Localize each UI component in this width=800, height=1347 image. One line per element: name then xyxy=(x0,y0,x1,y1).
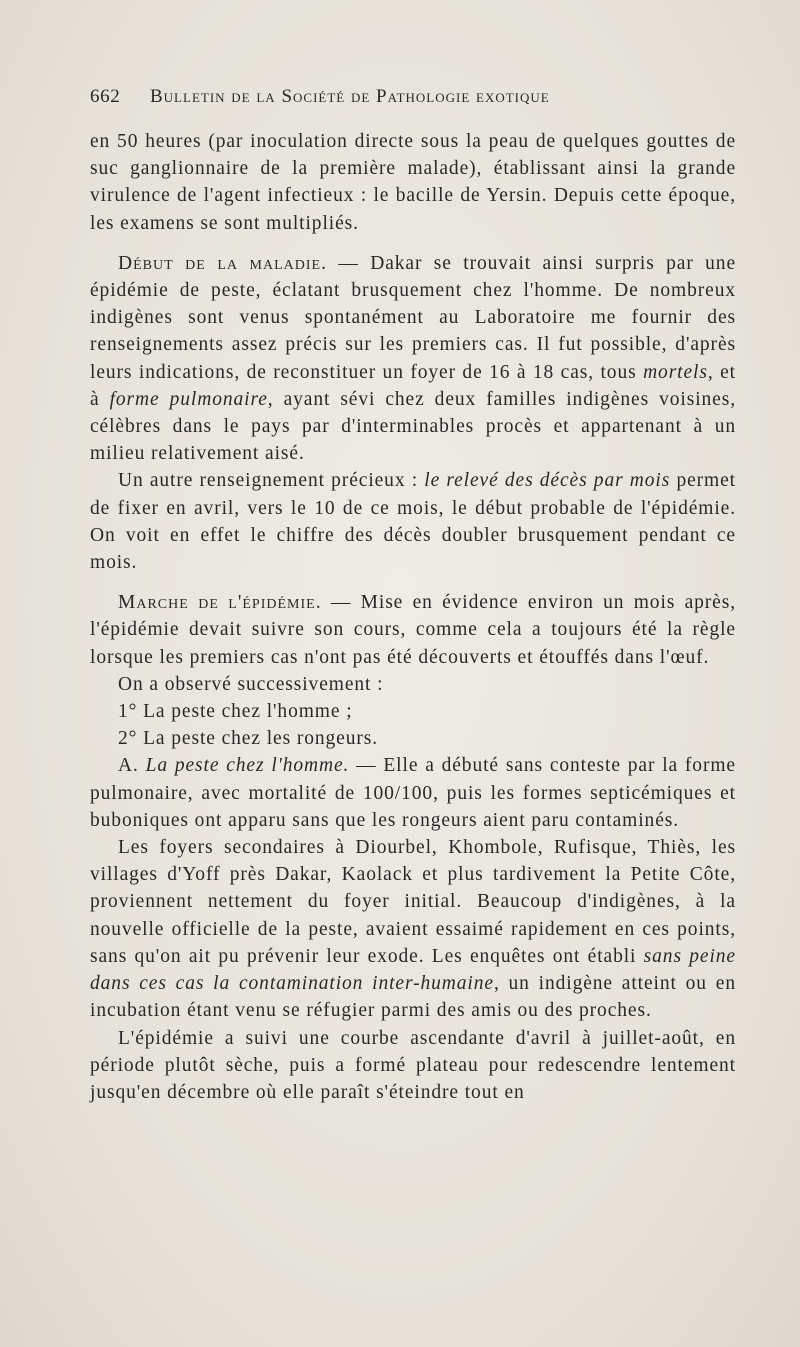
section-heading-marche: Marche de l'épidémie. xyxy=(118,592,322,614)
paragraph-debut-maladie: Début de la maladie. — Dakar se trouvait ainsi surpris par une épidémie de peste, éclatant brusquement chez l'homme. De nombreux indigènes sont venus spontanément au Laboratoire me fournir des renseignements assez précis sur les premiers cas. Il fut possible, d'après leurs indications, de reconstituer un foyer de 16 à 18 cas, tous mortels, et à forme pulmonaire, ayant sévi chez deux familles indigènes voisines, célèbres dans le pays par d'interminables procès et appartenant à un milieu relativement aisé. xyxy=(90,252,736,465)
journal-title: Bulletin de la Société de Pathologie exotique xyxy=(150,86,550,107)
paragraph-renseignement: Un autre renseignement précieux : le relevé des décès par mois permet de fixer en avril, vers le 10 de ce mois, le début probable de l'épidémie. On voit en effet le chiffre des décès doubler brusquement pendant ce mois. xyxy=(90,470,736,574)
section-heading-debut: Début de la maladie. xyxy=(118,252,327,274)
running-header xyxy=(90,86,730,108)
paragraph-foyers-secondaires: Les foyers secondaires à Diourbel, Khombole, Rufisque, Thiès, les villages d'Yoff près Dakar, Kaolack et plus tardivement la Petite Côte, proviennent nettement du foyer initial. Beaucoup d'indigènes, à la nouvelle officielle de la peste, avaient essaimé rapidement en ces points, sans qu'on ait pu prévenir leur exode. Les enquêtes ont établi sans peine dans ces cas la contamination inter-humaine, un indigène atteint ou en incubation étant venu se réfugier parmi des amis ou des proches. xyxy=(90,837,736,1022)
page-number: 662 xyxy=(90,86,121,107)
numbered-list xyxy=(90,698,736,752)
body-text xyxy=(90,128,736,1106)
paragraph-observe: On a observé successivement : xyxy=(118,673,384,695)
paragraph-courbe: L'épidémie a suivi une courbe ascendante d'avril à juillet-août, en période plutôt sèche, puis a formé plateau pour redescendre lentement jusqu'en décembre où elle paraît s'éteindre tout en xyxy=(90,1027,736,1103)
paragraph-marche-epidemie: Marche de l'épidémie. — Mise en évidence environ un mois après, l'épidémie devait suivre son cours, comme cela a toujours été la règle lorsque les premiers cas n'ont pas été découverts et étouffés dans l'œuf. xyxy=(90,592,737,668)
paragraph-continuation: en 50 heures (par inoculation directe sous la peau de quelques gouttes de suc ganglionnaire de la première malade), établissant ainsi la grande virulence de l'agent infectieux : le bacille de Yersin. Depuis cette époque, les examens se sont multipliés. xyxy=(90,131,736,234)
paragraph-peste-homme: A. La peste chez l'homme. — Elle a débuté sans conteste par la forme pulmonaire, avec mortalité de 100/100, puis les formes septicémiques et buboniques ont apparu sans que les rongeurs aient paru contaminés. xyxy=(90,755,736,831)
list-item: 1° La peste chez l'homme ; xyxy=(118,701,353,723)
list-item: 2° La peste chez les rongeurs. xyxy=(118,728,379,750)
